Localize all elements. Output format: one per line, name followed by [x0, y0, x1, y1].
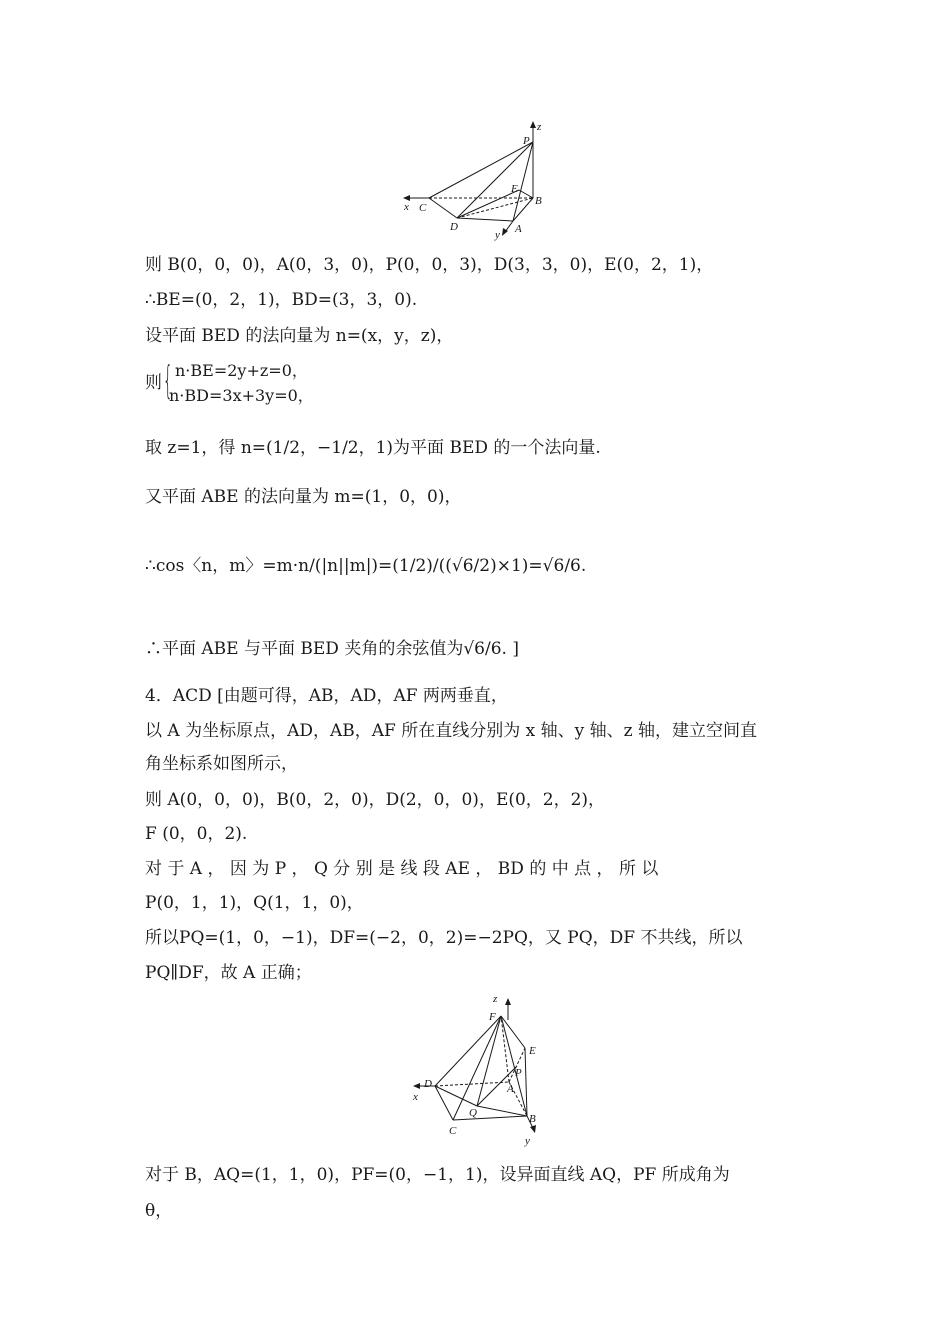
z-arrow	[530, 121, 536, 128]
option-b-line-2: θ，	[145, 1201, 173, 1221]
q4-setup-1: 以 A 为坐标原点，AD，AB，AF 所在直线分别为 x 轴、y 轴、z 轴，建立空间直	[145, 721, 757, 741]
label-P: P	[515, 1067, 522, 1079]
edge-CB	[453, 1116, 527, 1120]
x-arrow	[413, 1083, 420, 1089]
edge-CD	[429, 198, 457, 218]
edge-DC	[435, 1086, 453, 1120]
label-x: x	[404, 201, 409, 213]
edge-AF-dashed	[501, 1016, 509, 1082]
q4-coords-1: 则 A(0，0，0)，B(0，2，0)，D(2，0，0)，E(0，2，2)，	[145, 790, 606, 810]
label-C: C	[449, 1125, 457, 1137]
q4-coords-2: F (0，0，2).	[145, 824, 248, 844]
edge-DA	[457, 218, 513, 221]
label-D: D	[450, 221, 458, 233]
label-B: B	[529, 1113, 536, 1125]
option-a-line-1: 对 于 A ， 因 为 P ， Q 分 别 是 线 段 AE ， BD 的 中 点 ， 所 以	[145, 859, 659, 879]
y-arrow	[530, 1125, 536, 1133]
z-arrow	[505, 998, 511, 1005]
label-Q: Q	[469, 1107, 477, 1119]
cos-formula: ∴cos〈n，m〉=m·n/(|n||m|)=(1/2)/((√6/2)×1)=√6/6.	[145, 556, 587, 576]
label-D: D	[424, 1078, 432, 1090]
label-P: P	[523, 135, 530, 147]
figure-pyramid-1	[395, 118, 555, 243]
edge-EB	[519, 190, 533, 198]
edge-PD	[457, 142, 533, 218]
option-a-line-4: PQ∥DF，故 A 正确；	[145, 963, 312, 983]
figure-solid-2	[405, 990, 555, 1150]
option-a-line-2: P(0，1，1)，Q(1，1，0)，	[145, 893, 364, 913]
label-A: A	[507, 1083, 514, 1095]
label-z: z	[537, 121, 542, 133]
label-z: z	[493, 993, 498, 1005]
edge-DQ	[435, 1086, 477, 1106]
label-B: B	[535, 195, 542, 207]
q4-answer-head: 4．ACD [由题可得，AB，AD，AF 两两垂直，	[145, 686, 508, 706]
edge-FB	[501, 1016, 527, 1116]
q4-setup-2: 角坐标系如图所示，	[145, 754, 298, 774]
label-F: F	[489, 1011, 496, 1023]
plane-bed-normal: 设平面 BED 的法向量为 n=(x，y，z)，	[145, 326, 454, 346]
edge-EB	[525, 1048, 527, 1116]
plane-abe-normal: 又平面 ABE 的法向量为 m=(1，0，0)，	[145, 487, 462, 507]
label-E: E	[511, 183, 518, 195]
option-b-line-1: 对于 B，AQ=(1，1，0)，PF=(0，−1，1)，设异面直线 AQ，PF 所成角为	[145, 1165, 730, 1185]
option-a-line-3: 所以PQ=(1，0，−1)，DF=(−2，0，2)=−2PQ，又 PQ，DF 不共线，所以	[145, 928, 743, 948]
label-A: A	[515, 223, 522, 235]
normal-vector-n: 取 z=1，得 n=(1/2，−1/2，1)为平面 BED 的一个法向量.	[145, 438, 601, 458]
cos-conclusion: ∴平面 ABE 与平面 BED 夹角的余弦值为√6/6. ]	[145, 639, 519, 659]
label-x: x	[413, 1091, 418, 1103]
label-y: y	[525, 1135, 530, 1147]
edge-DE	[457, 190, 519, 218]
vectors-be-bd: ∴BE=(0，2，1)，BD=(3，3，0).	[145, 290, 418, 310]
edge-FD	[435, 1016, 501, 1086]
edge-FE	[501, 1016, 525, 1048]
label-E: E	[529, 1045, 536, 1057]
label-y: y	[495, 229, 500, 241]
label-C: C	[419, 202, 427, 214]
edge-QB	[477, 1106, 527, 1116]
coords-line-1: 则 B(0，0，0)，A(0，3，0)，P(0，0，3)，D(3，3，0)，E(0，2，1)，	[145, 255, 714, 275]
